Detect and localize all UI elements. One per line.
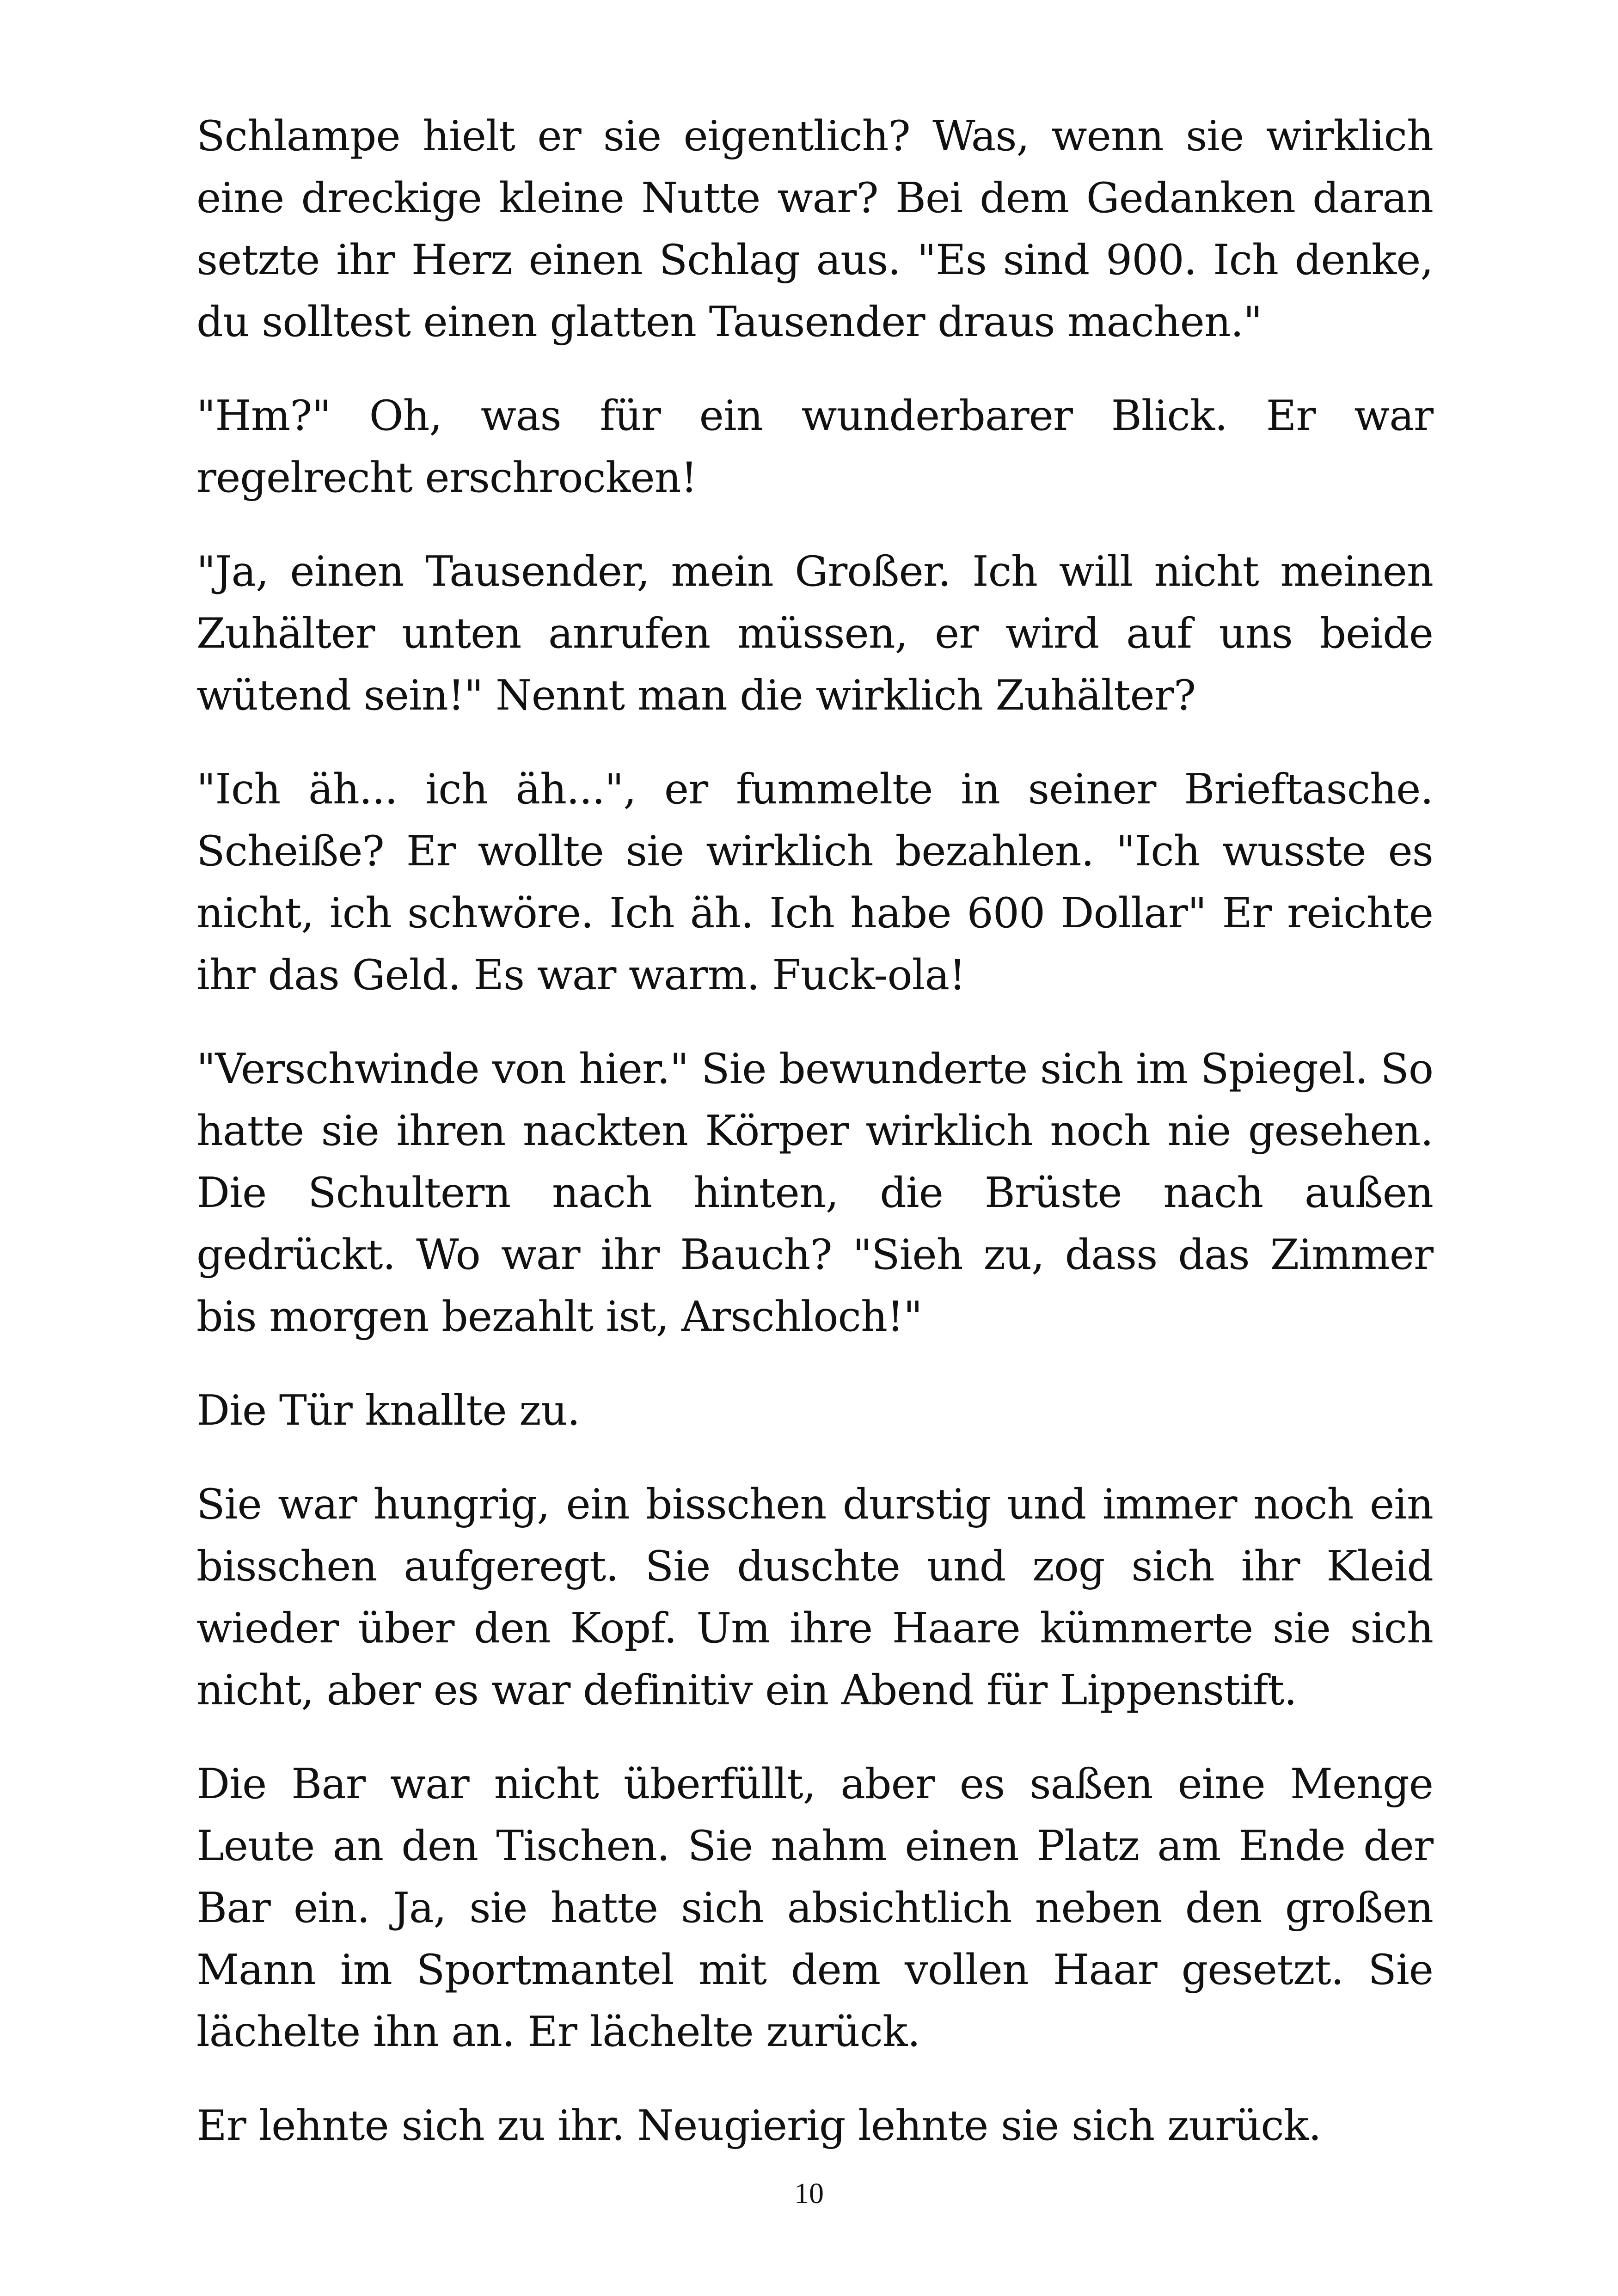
page-number: 10 [794,2177,824,2210]
paragraph-3: "Ja, einen Tausender, mein Großer. Ich will nicht meinen Zuhälter unten anrufen müssen, er wird auf uns beide wütend sein!" Nennt man die wirklich Zuhälter? [196,547,1433,720]
paragraph-9: Er lehnte sich zu ihr. Neugierig lehnte sie sich zurück. [196,2101,1321,2150]
paragraph-5: "Verschwinde von hier." Sie bewunderte sich im Spiegel. So hatte sie ihren nackten Körper wirklich noch nie gesehen. Die Schultern nach hinten, die Brüste nach außen gedrückt. Wo war ihr Bauch? "Sieh zu, dass das Zimmer bis morgen bezahlt ist, Arschloch!" [196,1045,1433,1341]
paragraph-8: Die Bar war nicht überfüllt, aber es saßen eine Menge Leute an den Tischen. Sie nahm einen Platz am Ende der Bar ein. Ja, sie hatte sich absichtlich neben den großen Mann im Sportmantel mit dem vollen Haar gesetzt. Sie lächelte ihn an. Er lächelte zurück. [196,1760,1433,2056]
paragraph-2: "Hm?" Oh, was für ein wunderbarer Blick. Er war regelrecht erschrocken! [196,392,1433,502]
paragraph-7: Sie war hungrig, ein bisschen durstig und immer noch ein bisschen aufgeregt. Sie duschte und zog sich ihr Kleid wieder über den Kopf. Um ihre Haare kümmerte sie sich nicht, aber es war definitiv ein Abend für Lippenstift. [196,1480,1433,1714]
paragraph-6: Die Tür knallte zu. [196,1386,580,1435]
paragraph-1: Schlampe hielt er sie eigentlich? Was, wenn sie wirklich eine dreckige kleine Nutte war? Bei dem Gedanken daran setzte ihr Herz einen Schlag aus. "Es sind 900. Ich denke, du solltest einen glatten Tausender draus machen." [196,112,1433,346]
body-text [196,105,1433,2157]
paragraph-4: "Ich äh... ich äh...", er fummelte in seiner Brieftasche. Scheiße? Er wollte sie wirklich bezahlen. "Ich wusste es nicht, ich schwöre. Ich äh. Ich habe 600 Dollar" Er reichte ihr das Geld. Es war warm. Fuck-ola! [196,765,1433,999]
